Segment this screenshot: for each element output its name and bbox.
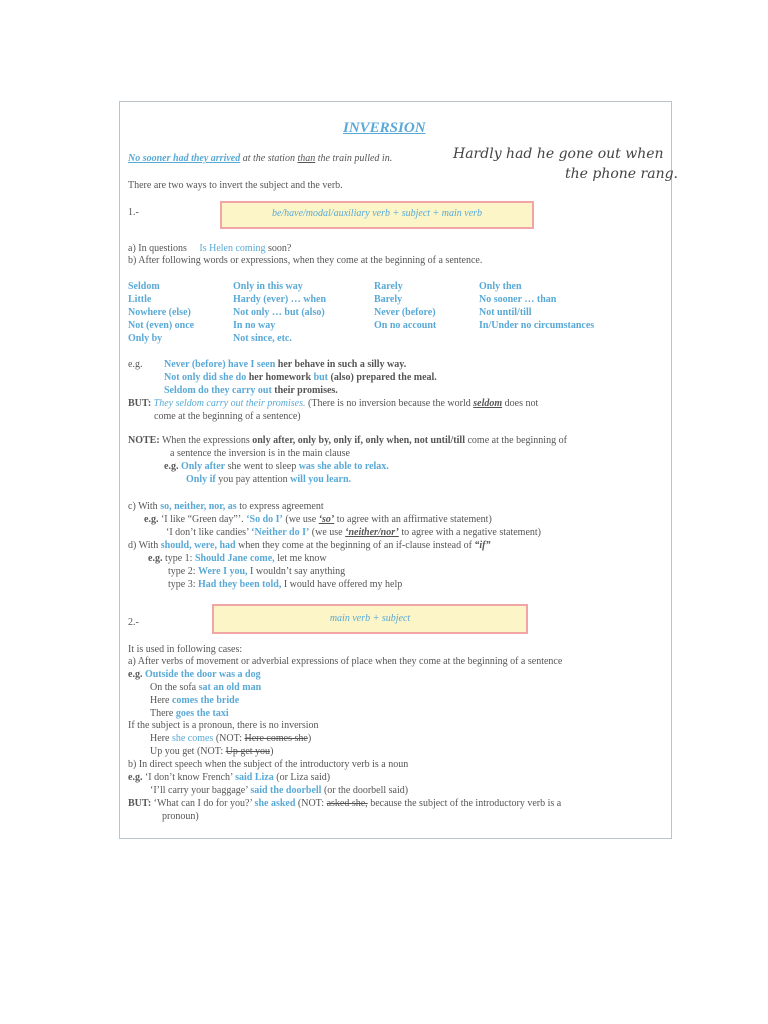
- note-example-line: [186, 473, 351, 486]
- expression-item: Not since, etc.: [233, 333, 292, 344]
- section2-example-inverted: sat an old man: [198, 682, 262, 693]
- example-inverted: Seldom do they carry out: [164, 385, 272, 396]
- rule-d-type-label: type 2:: [168, 566, 198, 577]
- note-expressions: only after, only by, only if, only when, not until/till: [252, 435, 465, 446]
- section2-pronoun-wrong: Here comes she: [244, 733, 308, 744]
- section2-pronoun-example: [150, 732, 311, 745]
- rule-c-text: to agree with a negative statement): [398, 527, 542, 538]
- note-example-line: [164, 460, 389, 473]
- section2-but-highlight: she asked: [254, 798, 296, 809]
- note-example-text: she went to sleep: [225, 461, 299, 472]
- rule-d-inverted: Should Jane come,: [194, 553, 275, 564]
- example-line: [164, 358, 406, 371]
- rule-c-words: so, neither, nor, as: [160, 501, 237, 512]
- section2-but-note: [128, 797, 561, 810]
- expression-item: Not (even) once: [128, 320, 195, 331]
- rule-d-text: when they come at the beginning of an if-clause instead of: [235, 540, 475, 551]
- rule-d-eg-label: e.g.: [148, 553, 163, 564]
- expression-item: Rarely: [374, 281, 403, 292]
- rule-d-inverted: Had they been told,: [198, 579, 282, 590]
- rule-d-words: should, were, had: [160, 540, 236, 551]
- section2-pronoun-highlight: she comes: [171, 733, 214, 744]
- section2-pronoun-example: [150, 745, 273, 758]
- intro-example-than: than: [297, 153, 316, 164]
- section2-pronoun-rule: If the subject is a pronoun, there is no inversion: [128, 720, 319, 731]
- rule-c-reply: ‘So do I’: [246, 514, 283, 525]
- questions-example: Is Helen coming: [199, 243, 266, 254]
- questions-rest: soon?: [265, 243, 292, 254]
- expression-item: Nowhere (else): [128, 307, 191, 318]
- rule-c-text: (we use: [309, 527, 346, 538]
- section2-but-quote: ‘What can I do for you?’: [151, 798, 255, 809]
- rule-c-text: to express agreement: [236, 501, 324, 512]
- expressions-column-4: [479, 280, 594, 332]
- rule-c-eg-label: e.g.: [144, 514, 159, 525]
- examples-label: e.g.: [128, 359, 143, 370]
- page-title: INVERSION: [343, 120, 426, 136]
- but-example: They seldom carry out their promises.: [153, 398, 306, 409]
- section2-but-wrong: asked she,: [326, 798, 368, 809]
- expressions-column-3: [374, 280, 436, 332]
- rule-c-text: to agree with an affirmative statement): [334, 514, 492, 525]
- rule-d-if: “if”: [474, 540, 491, 551]
- note-paragraph: [128, 434, 567, 447]
- expression-item: Not until/till: [479, 307, 532, 318]
- section2-pronoun-wrong: Up get you: [225, 746, 271, 757]
- expression-item: Hardy (ever) … when: [233, 294, 327, 305]
- rule-c-example: [166, 526, 541, 539]
- rule-d-type3: [168, 578, 402, 591]
- section2-example-text: There: [150, 708, 176, 719]
- expression-item: Never (before): [374, 307, 436, 318]
- note-continued: a sentence the inversion is in the main clause: [170, 448, 350, 459]
- section2-rule-a: a) After verbs of movement or adverbial expressions of place when they come at the beginning of a sentence: [128, 656, 563, 667]
- note-text: When the expressions: [159, 435, 253, 446]
- rule-d-type2: [168, 565, 345, 578]
- rule-d-rest: let me know: [274, 553, 327, 564]
- section2-example-inverted: Outside the door was a dog: [144, 669, 261, 680]
- example-line: [164, 384, 338, 397]
- example-line: [164, 371, 437, 384]
- rule-d-type-label: type 3:: [168, 579, 198, 590]
- note-example-text: you pay attention: [215, 474, 291, 485]
- note-text: come at the beginning of: [464, 435, 567, 446]
- expression-item: Little: [128, 294, 152, 305]
- expression-item: Only in this way: [233, 281, 303, 292]
- note-example-highlight: will you learn.: [290, 474, 352, 485]
- section2-example-text: On the sofa: [150, 682, 199, 693]
- note-example-highlight: was she able to relax.: [298, 461, 389, 472]
- handwritten-note-line2: the phone rang.: [565, 166, 679, 182]
- example-inverted: Not only did she do: [164, 372, 247, 383]
- section2-pronoun-text: ): [307, 733, 312, 744]
- expression-item: Barely: [374, 294, 403, 305]
- but-label: BUT:: [128, 398, 152, 409]
- section2-eg-label: e.g.: [128, 669, 143, 680]
- section2-pronoun-text: ): [270, 746, 274, 757]
- section2-but-label: BUT:: [128, 798, 152, 809]
- expression-item: Only then: [479, 281, 522, 292]
- expressions-column-2: [233, 280, 326, 345]
- section2-speech-inverted: said the doorbell: [250, 785, 322, 796]
- rule-d-rest: I wouldn’t say anything: [247, 566, 346, 577]
- section2-example: [128, 668, 261, 681]
- example-rest: her behave in such a silly way.: [275, 359, 407, 370]
- section2-speech-alt: (or Liza said): [273, 772, 331, 783]
- rule-d-rest: I would have offered my help: [281, 579, 403, 590]
- handwritten-note-line1: Hardly had he gone out when: [453, 146, 664, 162]
- rule-d-type1: [148, 552, 327, 565]
- note-example-highlight: Only if: [186, 474, 216, 485]
- section1-number: 1.-: [128, 207, 139, 218]
- intro-example-inverted: No sooner had they arrived: [128, 153, 241, 164]
- questions-label: a) In questions: [128, 243, 187, 254]
- section2-but-text: (NOT:: [295, 798, 327, 809]
- example-rest: her homework: [246, 372, 314, 383]
- intro-example-text: at the station: [240, 153, 298, 164]
- expression-item: In/Under no circumstances: [479, 320, 595, 331]
- section1-expressions-intro: b) After following words or expressions, when they come at the beginning of a sentence.: [128, 255, 483, 266]
- note-example-highlight: Only after: [180, 461, 226, 472]
- rule-c-quote: ‘I like “Green day”’.: [158, 514, 247, 525]
- section2-speech-quote: ‘I’ll carry your baggage’: [150, 785, 251, 796]
- note-eg-label: e.g.: [164, 461, 179, 472]
- section2-example: [150, 694, 239, 707]
- section2-but-text: because the subject of the introductory verb is a: [367, 798, 562, 809]
- intro-example: [128, 152, 392, 165]
- expressions-column-1: [128, 280, 194, 345]
- but-note-continued: come at the beginning of a sentence): [154, 411, 301, 422]
- expression-item: No sooner … than: [479, 294, 557, 305]
- section2-speech-alt: (or the doorbell said): [321, 785, 409, 796]
- example-inverted: Never (before) have I seen: [164, 359, 276, 370]
- section2-speech-example: [150, 784, 408, 797]
- note-label: NOTE:: [128, 435, 160, 446]
- section2-rule-b: b) In direct speech when the subject of the introductory verb is a noun: [128, 759, 409, 770]
- example-rest: (also) prepared the meal.: [328, 372, 437, 383]
- rule-c: [128, 500, 324, 513]
- section1-formula-box: be/have/modal/auxiliary verb + subject + main verb: [220, 201, 534, 229]
- section2-pronoun-text: Here: [150, 733, 172, 744]
- section2-speech-example: [128, 771, 330, 784]
- expression-item: On no account: [374, 320, 437, 331]
- section2-used-text: It is used in following cases:: [128, 644, 243, 655]
- section2-pronoun-text: (NOT:: [213, 733, 245, 744]
- expression-item: Only by: [128, 333, 163, 344]
- rule-c-keyword: ‘so’: [318, 514, 335, 525]
- but-note: [128, 397, 538, 410]
- section2-pronoun-text: Up you get (NOT:: [150, 746, 226, 757]
- section2-formula-box: main verb + subject: [212, 604, 528, 634]
- rule-d-type-label: type 1:: [162, 553, 195, 564]
- example-rest: their promises.: [271, 385, 338, 396]
- intro-ways-text: There are two ways to invert the subject and the verb.: [128, 180, 343, 191]
- expression-item: Seldom: [128, 281, 160, 292]
- rule-c-keyword: ‘neither/nor’: [345, 527, 399, 538]
- rule-c-text: (we use: [282, 514, 319, 525]
- worksheet-page: [119, 101, 679, 839]
- section2-example-text: Here: [150, 695, 172, 706]
- example-inverted: but: [313, 372, 329, 383]
- section2-eg-label: e.g.: [128, 772, 143, 783]
- but-keyword: seldom: [473, 398, 503, 409]
- section2-but-continued: pronoun): [162, 811, 199, 822]
- rule-c-quote: ‘I don’t like candies’: [166, 527, 252, 538]
- section2-example-inverted: comes the bride: [171, 695, 240, 706]
- intro-example-end: the train pulled in.: [315, 153, 393, 164]
- rule-d-text: d) With: [128, 540, 161, 551]
- section2-speech-inverted: said Liza: [235, 772, 274, 783]
- section2-example-inverted: goes the taxi: [175, 708, 229, 719]
- section2-number: 2.-: [128, 617, 139, 628]
- rule-c-example: [144, 513, 492, 526]
- rule-d-inverted: Were I you,: [198, 566, 248, 577]
- but-explanation: (There is no inversion because the world: [305, 398, 474, 409]
- rule-c-text: c) With: [128, 501, 161, 512]
- rule-c-reply: ‘Neither do I’: [251, 527, 310, 538]
- section2-speech-quote: ‘I don’t know French’: [142, 772, 236, 783]
- rule-d: [128, 539, 491, 552]
- expression-item: In no way: [233, 320, 276, 331]
- section2-example: [150, 681, 261, 694]
- expression-item: Not only … but (also): [233, 307, 325, 318]
- but-explanation: does not: [502, 398, 539, 409]
